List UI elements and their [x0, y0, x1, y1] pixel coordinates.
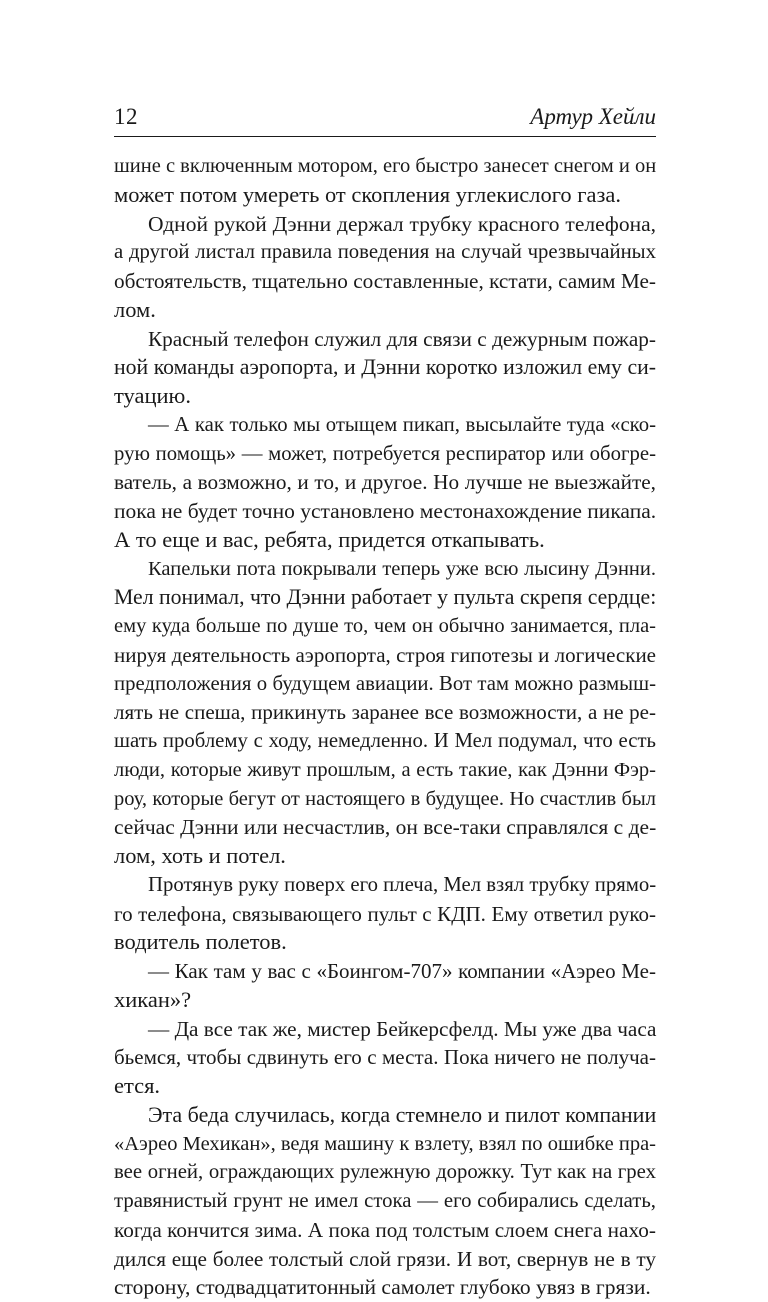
text-line: Протянув руку поверх его плеча, Мел взял трубку прямо- — [148, 873, 657, 896]
text-line: Эта беда случилась, когда стемнело и пилот компании — [148, 1101, 657, 1127]
text-line: травянистый грунт не имел стока — его собирались сделать, — [114, 1190, 656, 1212]
text-line: нируя деятельность аэропорта, строя гипотезы и логические — [114, 642, 656, 667]
text-line: лом. — [114, 296, 156, 322]
text-line: когда кончится зима. А пока под толстым слоем снега нахо- — [114, 1217, 656, 1242]
text-line: роу, которые бегут от настоящего в будущее. Но счастлив был — [114, 787, 656, 810]
text-line: лять не спеша, прикинуть заранее все возможности, а не ре- — [114, 700, 656, 725]
text-line: рую помощь» — может, потребуется респиратор или обогре- — [114, 442, 656, 465]
text-line: Красный телефон служил для связи с дежурным пожар- — [148, 326, 656, 351]
text-line: дился еще более толстый слой грязи. И вот, свернув не в ту — [114, 1246, 656, 1271]
text-line: ему куда больше по душе то, чем он обычно занимается, пла- — [114, 615, 656, 637]
page-number: 12 — [114, 104, 138, 129]
text-line: предположения о будущем авиации. Вот там можно размыш- — [114, 672, 656, 695]
text-line: ется. — [114, 1073, 161, 1098]
text-line: люди, которые живут прошлым, а есть такие, как Дэнни Фэр- — [114, 758, 656, 781]
text-line: водитель полетов. — [114, 929, 287, 955]
text-line: — А как только мы отыщем пикап, высылайте туда «ско- — [148, 413, 656, 436]
text-line: Капельки пота покрывали теперь уже всю лысину Дэнни. — [148, 557, 656, 580]
text-line: Мел понимал, что Дэнни работает у пульта скрепя сердце: — [114, 585, 657, 610]
text-line: А то еще и вас, ребята, придется откапывать. — [114, 526, 545, 552]
text-line: обстоятельств, тщательно составленные, кстати, самим Ме- — [114, 269, 656, 293]
text-line: лом, хоть и потел. — [114, 843, 286, 868]
text-line: а другой листал правила поведения на случай чрезвычайных — [114, 241, 656, 264]
text-line: — Как там у вас с «Боингом-707» компании «Аэрео Ме- — [148, 959, 656, 983]
text-line: шине с включенным мотором, его быстро занесет снегом и он — [114, 155, 657, 177]
text-line: сторону, стодвадцатитонный самолет глубоко увяз в грязи. — [114, 1275, 651, 1300]
body-text — [114, 152, 656, 1302]
text-line: ной команды аэропорта, и Дэнни коротко изложил ему си- — [114, 355, 656, 380]
text-line: — Да все так же, мистер Бейкерсфелд. Мы уже два часа — [148, 1016, 657, 1041]
text-line: «Аэрео Мехикан», ведя машину к взлету, взял по ошибке пра- — [114, 1132, 656, 1155]
text-line: го телефона, связывающего пульт с КДП. Ему ответил руко- — [114, 901, 656, 926]
text-line: туацию. — [114, 383, 191, 408]
text-line: пока не будет точно установлено местонахождение пикапа. — [114, 499, 657, 523]
page-header — [114, 98, 656, 137]
running-title: Артур Хейли — [530, 104, 656, 129]
text-line: может потом умереть от скопления углекислого газа. — [114, 181, 621, 207]
text-line: шать проблему с ходу, немедленно. И Мел подумал, что есть — [114, 730, 656, 752]
text-line: сейчас Дэнни или несчастлив, он все-таки справлялся с де- — [114, 815, 657, 840]
text-line: ватель, а возможно, и то, и другое. Но лучше не выезжайте, — [114, 470, 656, 495]
text-line: Одной рукой Дэнни держал трубку красного телефона, — [148, 211, 656, 236]
text-line: бьемся, чтобы сдвинуть его с места. Пока ничего не получа- — [114, 1045, 656, 1070]
text-line: вее огней, ограждающих рулежную дорожку. Тут как на грех — [114, 1161, 656, 1184]
text-line: хикан»? — [114, 986, 192, 1012]
